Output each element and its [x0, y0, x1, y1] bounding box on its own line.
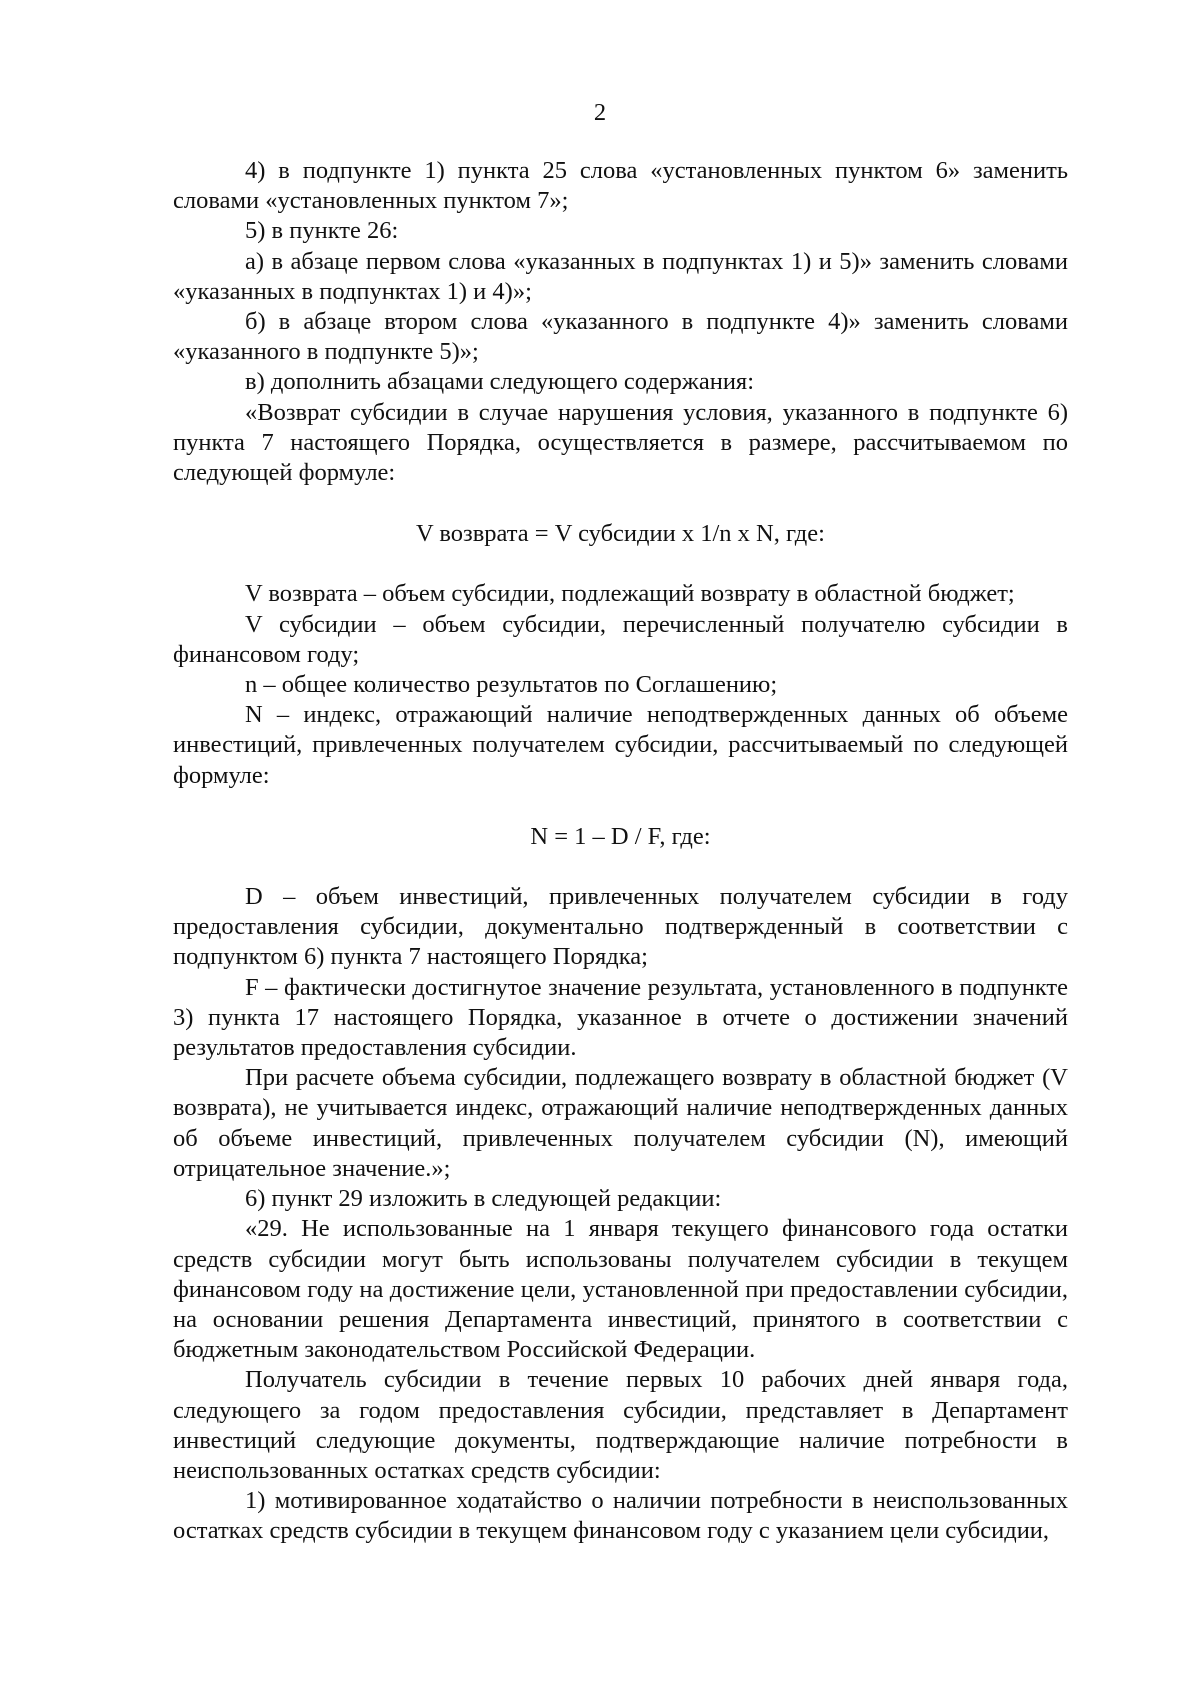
paragraph-item-4: 4) в подпункте 1) пункта 25 слова «установленных пунктом 6» заменить словами «установленных пунктом 7»;	[173, 157, 1068, 215]
paragraph-subitem-v: в) дополнить абзацами следующего содержания:	[245, 368, 755, 396]
formula-index: N = 1 – D / F, где:	[530, 822, 711, 850]
document-body	[173, 156, 1068, 1547]
paragraph-negative-index: При расчете объема субсидии, подлежащего возврату в областной бюджет (V возврата), не учитывается индекс, отражающий наличие неподтвержденных данных об объеме инвестиций, привлеченных получателем субсидии (N), имеющий отрицательное значение.»;	[173, 1064, 1068, 1182]
paragraph-subitem-a: а) в абзаце первом слова «указанных в подпунктах 1) и 5)» заменить словами «указанных в подпунктах 1) и 4)»;	[173, 247, 1068, 305]
definition-n-index: N – индекс, отражающий наличие неподтвержденных данных об объеме инвестиций, привлеченных получателем субсидии, рассчитываемый по следующей формуле:	[173, 701, 1068, 789]
formula-refund: V возврата = V субсидии x 1/n x N, где:	[416, 520, 825, 548]
definition-v-subsidy: V субсидии – объем субсидии, перечисленный получателю субсидии в финансовом году;	[173, 610, 1068, 668]
paragraph-point-29: «29. Не использованные на 1 января текущего финансового года остатки средств субсидии могут быть использованы получателем субсидии в текущем финансовом году на достижение цели, установленной при предоставлении субсидии, на основании решения Департамента инвестиций, принятого в соответствии с бюджетным законодательством Российской Федерации.	[173, 1215, 1068, 1364]
paragraph-subitem-b: б) в абзаце втором слова «указанного в подпункте 4)» заменить словами «указанного в подпункте 5)»;	[173, 308, 1068, 366]
definition-d: D – объем инвестиций, привлеченных получателем субсидии в году предоставления субсидии, документально подтвержденный в соответствии с подпунктом 6) пункта 7 настоящего Порядка;	[173, 883, 1068, 971]
definition-v-refund: V возврата – объем субсидии, подлежащий возврату в областной бюджет;	[245, 580, 1015, 608]
paragraph-document-list-1: 1) мотивированное ходатайство о наличии потребности в неиспользованных остатках средств субсидии в текущем финансовом году с указанием цели субсидии,	[173, 1487, 1068, 1545]
paragraph-item-6: 6) пункт 29 изложить в следующей редакции:	[245, 1185, 722, 1213]
paragraph-item-5: 5) в пункте 26:	[245, 217, 399, 245]
definition-f: F – фактически достигнутое значение результата, установленного в подпункте 3) пункта 17 настоящего Порядка, указанное в отчете о достижении значений результатов предоставления субсидии.	[173, 973, 1068, 1062]
page-number: 2	[593, 99, 607, 126]
definition-n-count: n – общее количество результатов по Соглашению;	[245, 671, 778, 699]
paragraph-recipient-documents: Получатель субсидии в течение первых 10 рабочих дней января года, следующего за годом предоставления субсидии, представляет в Департамент инвестиций следующие документы, подтверждающие наличие потребности в неиспользованных остатках средств субсидии:	[173, 1366, 1068, 1484]
paragraph-refund-intro: «Возврат субсидии в случае нарушения условия, указанного в подпункте 6) пункта 7 настоящего Порядка, осуществляется в размере, рассчитываемом по следующей формуле:	[173, 398, 1068, 487]
